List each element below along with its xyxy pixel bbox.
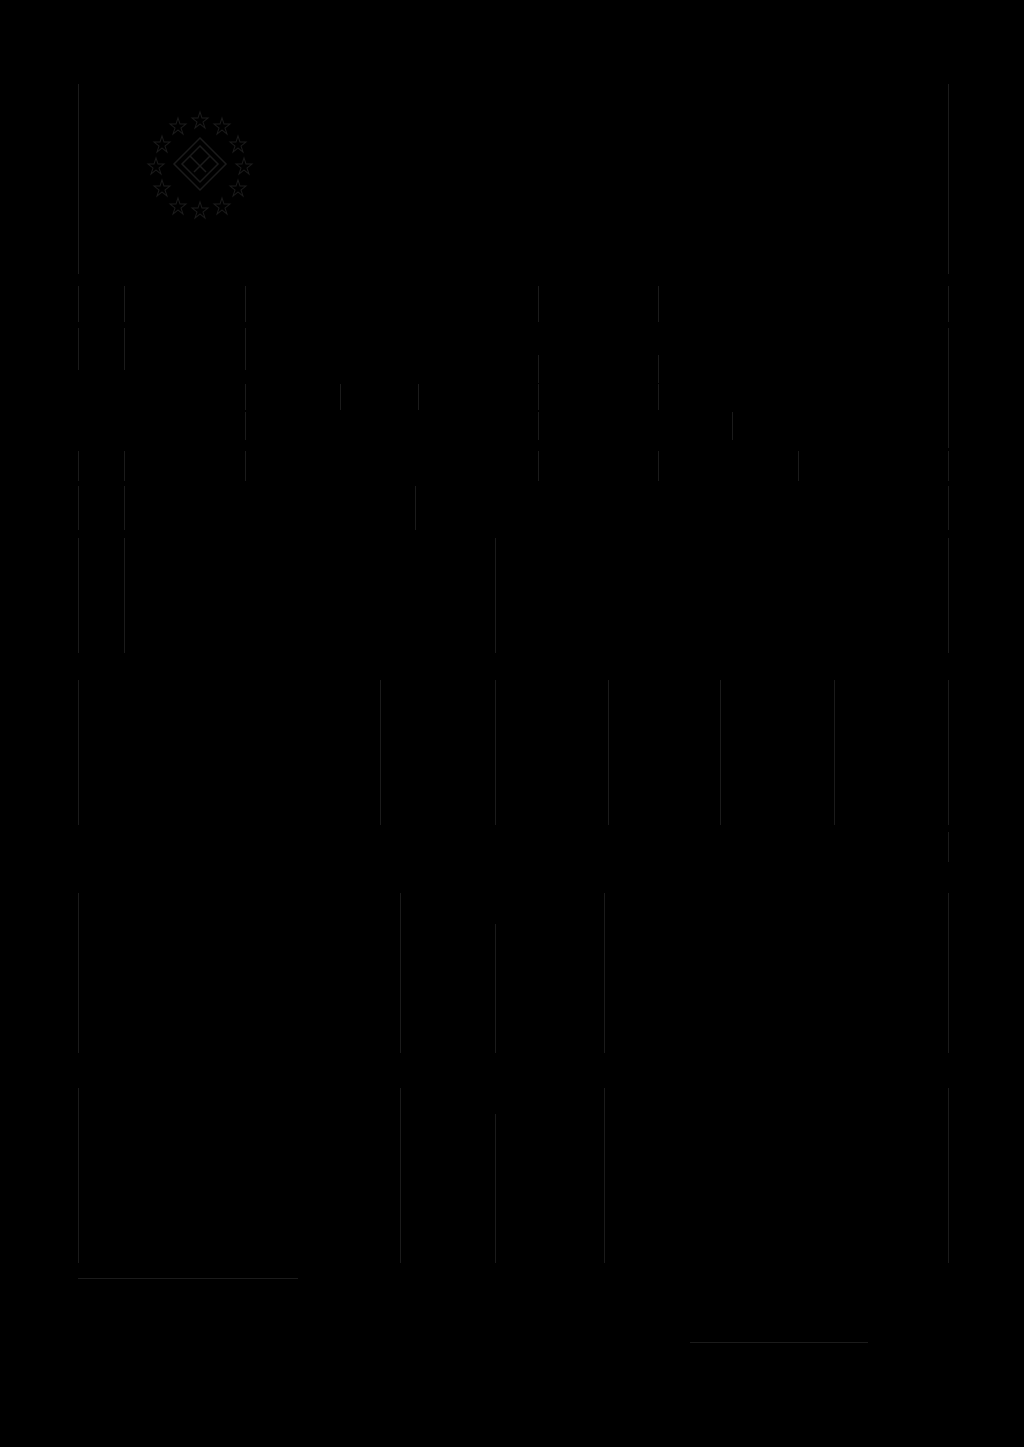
level-description: 5. passive or weak knowledge — [504, 628, 685, 643]
level-description: 2. can read, write and speak language fluently — [504, 577, 780, 592]
surname-field[interactable] — [245, 286, 246, 322]
divider — [124, 328, 125, 370]
higher-col-to: to³ — [542, 928, 558, 943]
level-checkbox[interactable]: [ ] — [541, 779, 571, 794]
star-icon — [230, 136, 246, 152]
frame-right-line — [948, 1088, 949, 1263]
higher-col-years: Years of study — [458, 900, 544, 915]
form-title: APPLICATION FORM — [549, 118, 707, 135]
star-icon — [192, 202, 208, 218]
level-checkbox[interactable]: [ ] — [881, 804, 911, 819]
dob-field[interactable] — [245, 451, 246, 481]
level-checkbox[interactable]: [ ] — [653, 707, 683, 722]
level-checkbox[interactable]: [ ] — [541, 707, 571, 722]
level-description: 4. basic level of reading and speaking — [504, 611, 730, 626]
post-col-years: Years of study — [458, 1094, 544, 1109]
table-column-line — [380, 680, 381, 825]
gender-label: 4. Gender: — [546, 459, 610, 474]
level-checkbox[interactable]: [ ] — [653, 755, 683, 770]
language-column-header: Language — [84, 658, 145, 673]
star-icon — [154, 136, 170, 152]
divider — [658, 451, 659, 481]
tel-home-label: Tel. No home: — [424, 419, 508, 434]
table-column-line — [720, 680, 721, 825]
level-checkbox[interactable]: [ ] — [765, 707, 795, 722]
female-checkbox[interactable]: [ ] — [880, 458, 910, 473]
frame-left-line — [78, 328, 79, 370]
post-col-to: to — [544, 1120, 556, 1135]
star-icon — [148, 158, 164, 174]
country-label: Country: — [546, 390, 598, 405]
divider — [538, 451, 539, 481]
divider — [658, 355, 659, 383]
other-languages-heading: For languages other than your mother tongue or main language: — [504, 545, 888, 560]
item-number: 4. — [86, 492, 98, 507]
higher-col-degree: Degree or diploma obtained. State official length of course and main subjects — [661, 896, 895, 944]
level-checkbox[interactable]: [ ] — [541, 683, 571, 698]
level-checkbox[interactable]: [ ] — [426, 779, 456, 794]
frame-left-line — [78, 486, 79, 530]
level-checkbox[interactable]: [ ] — [426, 755, 456, 770]
frame-left-line — [78, 84, 79, 274]
divider — [124, 486, 125, 530]
languages-title: Knowledge of languages: — [132, 545, 284, 560]
star-icon — [214, 198, 230, 214]
level-1-description: 1. for your mother tongue or main language — [132, 613, 392, 628]
email-field[interactable] — [732, 412, 733, 440]
star-icon — [192, 112, 208, 128]
table-column-line — [604, 893, 605, 1053]
frame-left-line — [78, 286, 79, 322]
level-checkbox[interactable]: [ ] — [881, 755, 911, 770]
item-number: 6. — [86, 843, 98, 858]
frame-right-line — [948, 893, 949, 1053]
level-column-header: 4 — [773, 658, 781, 673]
education-title: Education: — [105, 843, 169, 858]
frame-left-line — [78, 538, 79, 653]
star-icon — [236, 158, 252, 174]
level-checkbox[interactable]: [ ] — [881, 683, 911, 698]
tick-instruction: Tick the appropriate box or boxes: — [132, 577, 336, 592]
higher-col-institution-sub: (town and country) — [183, 929, 295, 944]
table-column-line — [400, 893, 401, 1053]
star-icon — [170, 198, 186, 214]
level-checkbox[interactable]: [ ] — [881, 707, 911, 722]
dob-label: Date of birth: — [132, 459, 210, 474]
divider — [798, 451, 799, 481]
level-column-header: 3 — [661, 658, 669, 673]
footnote-separator — [78, 1278, 298, 1279]
divider — [495, 538, 496, 653]
star-icon — [154, 180, 170, 196]
level-checkbox[interactable]: [ ] — [426, 707, 456, 722]
level-column-header: 5 — [889, 658, 897, 673]
level-checkbox[interactable]: [ ] — [765, 683, 795, 698]
female-label: Female — [804, 459, 850, 474]
higher-col-from: from — [433, 929, 461, 944]
level-checkbox[interactable]: [ ] — [765, 755, 795, 770]
level-checkbox[interactable]: [ ] — [881, 731, 911, 746]
instructions: (Candidates should complete the form in all its parts – in block capitals using black ink) — [369, 237, 887, 252]
logo-text: European Foundation for the Improvement of Living and Working Conditions — [135, 228, 271, 262]
divider — [538, 384, 539, 410]
footnote: ² Important: Your application will be registered under this name. Please use it and quote the number of the competition in all correspondence. Any other name — [78, 1314, 878, 1326]
star-icon — [230, 180, 246, 196]
function-group: (Function Group AD13) — [558, 200, 698, 215]
male-label: Male — [664, 459, 694, 474]
tel-home-field[interactable] — [538, 412, 539, 440]
table-column-line — [495, 1114, 496, 1263]
item-number: 2. — [92, 333, 104, 348]
frame-left-line — [78, 1088, 79, 1263]
table-column-line — [604, 1088, 605, 1263]
higher-education-title: A. Higher education — [86, 872, 205, 887]
frame-left-line — [78, 893, 79, 1053]
post-col-institution-sub: (town and country) — [183, 1120, 295, 1135]
email-label: e-mail: — [664, 419, 705, 434]
frame-right-line — [948, 84, 949, 274]
frame-right-line — [948, 328, 949, 448]
tel-work-field[interactable] — [245, 412, 246, 440]
frame-right-line — [948, 486, 949, 530]
forenames-label: Forenames: — [546, 295, 619, 310]
level-checkbox[interactable]: [ ] — [653, 683, 683, 698]
eu-foundation-logo — [140, 110, 260, 220]
item-number: 3. — [86, 459, 98, 474]
level-checkbox[interactable]: [ ] — [653, 779, 683, 794]
post-col-qualifications: Diplomas or other qualifications obtained — [656, 1091, 900, 1106]
divider — [538, 355, 539, 383]
level-checkbox[interactable]: [ ] — [541, 731, 571, 746]
level-column-header: 2 — [549, 658, 557, 673]
level-checkbox[interactable]: [ ] — [541, 804, 571, 819]
frame-left-line — [78, 451, 79, 481]
frame-right-line — [948, 451, 949, 481]
postcode-field[interactable] — [245, 384, 246, 410]
nationality-hint: (if dual, indicate both) — [132, 512, 262, 527]
frame-right-line — [948, 538, 949, 653]
level-checkbox[interactable]: [ ] — [426, 804, 456, 819]
post-col-institution: Name and address of university or institute — [111, 1094, 367, 1109]
table-column-line — [834, 680, 835, 825]
footnote: (e.g. maiden name) appearing on diplomas or certificates accompanying this application should be indicated here: — [78, 1330, 658, 1342]
star-icon — [170, 118, 186, 134]
town-field[interactable] — [418, 384, 419, 410]
star-icon — [214, 118, 230, 134]
level-checkbox[interactable]: [ ] — [765, 731, 795, 746]
foundation-emblem-icon — [174, 138, 226, 190]
level-description: 3. can read, write and speak language, but not fluently — [504, 594, 829, 609]
country-field[interactable] — [658, 384, 659, 410]
divider — [340, 384, 341, 410]
level-checkbox[interactable]: [ ] — [765, 779, 795, 794]
nationality-label: Present nationality: — [132, 492, 247, 507]
level-checkbox[interactable]: [ ] — [881, 779, 911, 794]
footnote: ³ State date (month and year) when the qualification was obtained. — [78, 1348, 417, 1360]
address-field[interactable] — [245, 328, 246, 370]
town-label: Town: — [348, 390, 384, 405]
level-checkbox[interactable]: [ ] — [765, 804, 795, 819]
item-number: 1. — [92, 295, 104, 310]
maiden-name-field[interactable] — [690, 1342, 868, 1343]
frame-right-line — [948, 832, 949, 862]
level-column-header: 1 — [434, 658, 442, 673]
frame-left-line — [78, 680, 79, 825]
forenames-field[interactable] — [658, 286, 659, 322]
divider — [124, 538, 125, 653]
divider — [538, 286, 539, 322]
level-checkbox[interactable]: [ ] — [653, 731, 683, 746]
language-name[interactable]: English — [84, 683, 129, 698]
table-column-line — [608, 680, 609, 825]
higher-col-institution: Name and address of university or other establishment — [118, 896, 360, 928]
footnote: ¹ Information: The information submitted with this form may be processed and stored solely for the purposes of this selection procedure. — [78, 1294, 767, 1306]
level-checkbox[interactable]: [ ] — [426, 683, 456, 698]
table-column-line — [495, 680, 496, 825]
competition-number: COMPETITION EF/07/03¹ — [512, 156, 744, 177]
divider — [124, 286, 125, 322]
tel-work-label: Tel. No work: — [132, 419, 211, 434]
frame-right-line — [948, 680, 949, 825]
surname-label: Surname²: — [132, 295, 196, 310]
postgraduate-title: B. Postgraduate education — [86, 1067, 246, 1082]
position-title: DEPUTY DIRECTOR — [533, 178, 723, 199]
level-checkbox[interactable]: [ ] — [426, 731, 456, 746]
table-column-line — [400, 1088, 401, 1263]
address-label: Address: — [132, 333, 186, 348]
nationality-field[interactable] — [415, 486, 416, 530]
frame-right-line — [948, 286, 949, 322]
male-checkbox[interactable]: [ ] — [736, 458, 766, 473]
postcode-label: Postcode: — [132, 390, 193, 405]
level-checkbox[interactable]: [ ] — [653, 804, 683, 819]
table-column-line — [495, 924, 496, 1053]
level-checkbox[interactable]: [ ] — [541, 755, 571, 770]
divider — [124, 451, 125, 481]
item-number: 5. — [86, 545, 98, 560]
post-col-from: from — [433, 1120, 461, 1135]
